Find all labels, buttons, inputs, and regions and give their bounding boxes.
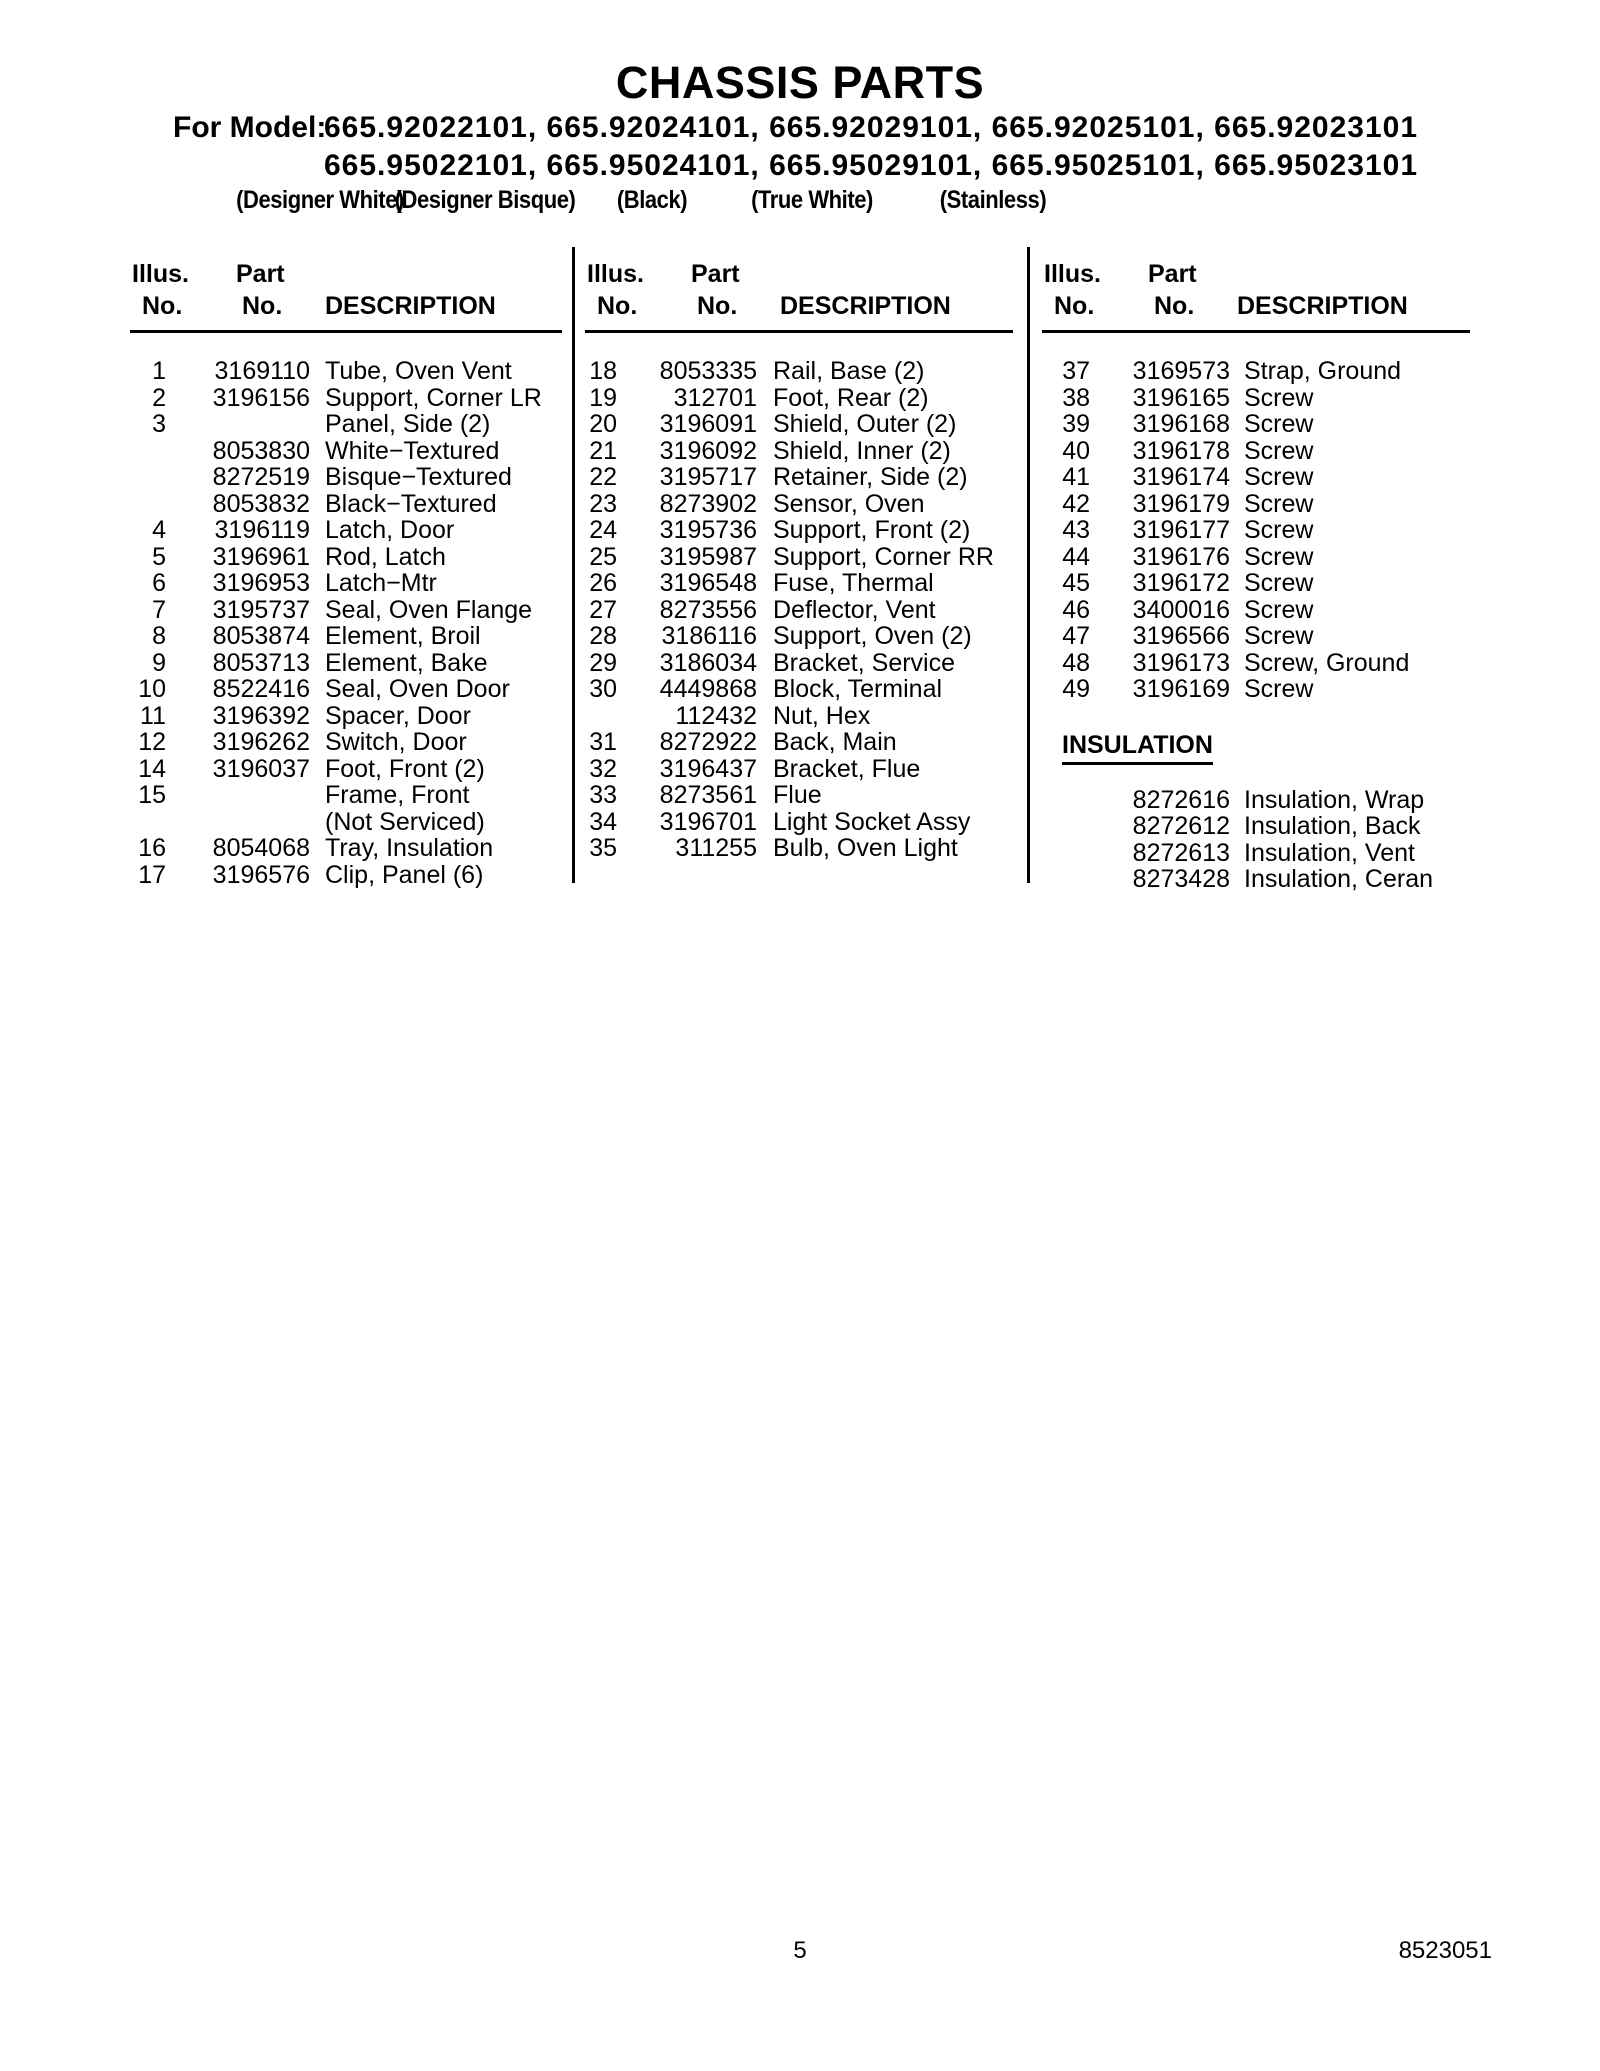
description-cell: Support, Corner RR xyxy=(773,542,994,571)
table-row xyxy=(1042,840,1470,867)
illus-no-cell: 43 xyxy=(1062,516,1090,544)
part-no-cell: 3195737 xyxy=(212,595,310,624)
illus-no-cell: 6 xyxy=(152,569,166,597)
part-no-cell: 3196953 xyxy=(212,569,310,597)
part-no-cell: 3195736 xyxy=(659,516,757,544)
part-no-cell: 112432 xyxy=(675,701,757,730)
illus-no-cell: 40 xyxy=(1062,436,1090,465)
part-no-cell: 3186116 xyxy=(661,622,757,650)
table-row xyxy=(130,623,562,650)
table-row xyxy=(585,517,1013,544)
illus-no-cell: 33 xyxy=(589,781,617,809)
table-row xyxy=(585,544,1013,571)
illus-no-cell xyxy=(1042,840,1090,867)
table-row xyxy=(585,464,1013,491)
part-no-cell: 8054068 xyxy=(212,834,310,862)
illus-no-cell xyxy=(130,438,166,465)
description-cell: Screw xyxy=(1244,542,1314,571)
description-cell: Shield, Outer (2) xyxy=(773,410,957,438)
description-cell: Fuse, Thermal xyxy=(773,569,934,597)
insulation-rows xyxy=(1042,787,1470,893)
column-header-part-no: No. xyxy=(242,292,283,320)
description-cell: Screw xyxy=(1244,595,1314,624)
column-header-part: Part xyxy=(691,260,740,288)
illus-no-cell: 29 xyxy=(589,648,617,677)
column-header-illus-no: No. xyxy=(597,292,638,320)
table-row xyxy=(130,835,562,862)
illus-no-cell: 3 xyxy=(152,410,166,438)
table-row xyxy=(130,358,562,385)
column-header-illus: Illus. xyxy=(1044,260,1101,288)
part-no-cell: 3196576 xyxy=(212,860,310,889)
part-no-cell: 8053874 xyxy=(212,622,310,650)
description-cell: Flue xyxy=(773,781,822,809)
description-cell: Rod, Latch xyxy=(325,542,446,571)
table-row xyxy=(130,756,562,783)
description-cell: Screw xyxy=(1244,516,1314,544)
part-no-cell: 3196174 xyxy=(1132,463,1230,491)
table-row xyxy=(585,835,1013,862)
illus-no-cell xyxy=(130,809,166,836)
part-no-cell: 3196168 xyxy=(1132,410,1230,438)
illus-no-cell xyxy=(585,703,617,730)
parts-table-column-3 xyxy=(1042,258,1470,893)
part-no-cell: 8273902 xyxy=(659,489,757,518)
part-no-cell: 8272612 xyxy=(1132,812,1230,840)
illus-no-cell: 45 xyxy=(1062,569,1090,597)
description-cell: White−Textured xyxy=(325,436,500,465)
table-row xyxy=(585,703,1013,730)
table-row xyxy=(130,517,562,544)
description-cell: Screw, Ground xyxy=(1244,648,1410,677)
illus-no-cell: 30 xyxy=(589,675,617,703)
part-no-cell: 3196437 xyxy=(659,754,757,783)
description-cell: Nut, Hex xyxy=(773,701,871,730)
illus-no-cell: 38 xyxy=(1062,383,1090,412)
part-no-cell xyxy=(166,782,310,809)
part-no-cell: 8272616 xyxy=(1132,785,1230,814)
description-cell: Screw xyxy=(1244,383,1314,412)
description-cell: (Not Serviced) xyxy=(325,807,485,836)
part-no-cell: 8522416 xyxy=(212,675,310,703)
description-cell: Back, Main xyxy=(773,728,897,756)
part-no-cell: 3196172 xyxy=(1132,569,1230,597)
column-header-part-no: No. xyxy=(1154,292,1195,320)
table-row xyxy=(130,570,562,597)
illus-no-cell: 2 xyxy=(152,383,166,412)
part-no-cell: 3400016 xyxy=(1132,595,1230,624)
table-row xyxy=(1042,570,1470,597)
description-cell: Bisque−Textured xyxy=(325,463,512,491)
illus-no-cell: 23 xyxy=(589,489,617,518)
illus-no-cell: 44 xyxy=(1062,542,1090,571)
part-no-cell: 3196037 xyxy=(212,754,310,783)
column-header-illus-no: No. xyxy=(142,292,183,320)
illus-no-cell: 24 xyxy=(589,516,617,544)
illus-no-cell: 35 xyxy=(589,834,617,862)
model-numbers-line-2: 665.95022101, 665.95024101, 665.95029101, 665.95025101, 665.95023101 xyxy=(324,149,1419,182)
table-row xyxy=(130,862,562,889)
description-cell: Tray, Insulation xyxy=(325,834,494,862)
finish-label-designer-white: (Designer White) xyxy=(236,186,404,214)
table-row xyxy=(1042,813,1470,840)
description-cell: Frame, Front xyxy=(325,781,470,809)
description-cell: Seal, Oven Door xyxy=(325,675,510,703)
illus-no-cell: 16 xyxy=(138,834,166,862)
table-row xyxy=(585,358,1013,385)
part-no-cell: 3196173 xyxy=(1132,648,1230,677)
illus-no-cell: 34 xyxy=(589,807,617,836)
part-no-cell: 3195717 xyxy=(659,463,757,491)
table-row xyxy=(130,464,562,491)
finish-label-black: (Black) xyxy=(616,186,688,214)
table-row xyxy=(585,756,1013,783)
illus-no-cell: 11 xyxy=(140,701,166,730)
part-no-cell: 3196701 xyxy=(659,807,757,836)
description-cell: Bracket, Flue xyxy=(773,754,921,783)
part-no-cell: 3196091 xyxy=(659,410,757,438)
description-cell: Clip, Panel (6) xyxy=(325,860,484,889)
part-no-cell: 3196566 xyxy=(1132,622,1230,650)
illus-no-cell: 5 xyxy=(152,542,166,571)
illus-no-cell xyxy=(130,491,166,518)
parts-rows xyxy=(585,258,1013,862)
description-cell: Tube, Oven Vent xyxy=(325,357,512,385)
table-row xyxy=(130,809,562,836)
part-no-cell: 311255 xyxy=(675,834,757,862)
description-cell: Insulation, Vent xyxy=(1244,838,1415,867)
part-no-cell: 3196262 xyxy=(212,728,310,756)
table-row xyxy=(585,729,1013,756)
table-row xyxy=(130,438,562,465)
description-cell: Insulation, Back xyxy=(1244,812,1421,840)
insulation-section-heading: INSULATION xyxy=(1062,731,1213,765)
table-row xyxy=(1042,517,1470,544)
part-no-cell: 3195987 xyxy=(659,542,757,571)
description-cell: Bulb, Oven Light xyxy=(773,834,958,862)
part-no-cell: 8272613 xyxy=(1132,838,1230,867)
table-row xyxy=(1042,464,1470,491)
description-cell: Switch, Door xyxy=(325,728,467,756)
description-cell: Support, Corner LR xyxy=(325,383,542,412)
part-no-cell xyxy=(166,809,310,836)
table-row xyxy=(130,782,562,809)
table-row xyxy=(1042,676,1470,703)
column-divider-right xyxy=(1027,247,1030,883)
illus-no-cell xyxy=(1042,866,1090,893)
table-row xyxy=(585,676,1013,703)
parts-table-column-1 xyxy=(130,258,562,888)
part-no-cell: 8273428 xyxy=(1132,865,1230,893)
column-header-illus: Illus. xyxy=(132,260,189,288)
table-row xyxy=(1042,491,1470,518)
description-cell: Spacer, Door xyxy=(325,701,471,730)
header-rule xyxy=(585,330,1013,333)
column-header-description: DESCRIPTION xyxy=(325,292,496,320)
part-no-cell: 3169573 xyxy=(1132,357,1230,385)
description-cell: Sensor, Oven xyxy=(773,489,925,518)
table-row xyxy=(130,491,562,518)
illus-no-cell: 41 xyxy=(1062,463,1090,491)
part-no-cell: 8053335 xyxy=(659,357,757,385)
table-row xyxy=(130,650,562,677)
table-row xyxy=(585,385,1013,412)
table-row xyxy=(1042,411,1470,438)
description-cell: Screw xyxy=(1244,436,1314,465)
for-model-label: For Model: xyxy=(173,111,327,144)
table-row xyxy=(130,544,562,571)
part-no-cell: 3196177 xyxy=(1132,516,1230,544)
illus-no-cell: 37 xyxy=(1062,357,1090,385)
illus-no-cell: 4 xyxy=(152,516,166,544)
part-no-cell: 3196548 xyxy=(659,569,757,597)
illus-no-cell: 14 xyxy=(138,754,166,783)
table-row xyxy=(1042,597,1470,624)
illus-no-cell: 1 xyxy=(152,357,166,385)
description-cell: Support, Oven (2) xyxy=(773,622,972,650)
part-no-cell: 8272922 xyxy=(659,728,757,756)
description-cell: Insulation, Wrap xyxy=(1244,785,1425,814)
column-header-description: DESCRIPTION xyxy=(780,292,951,320)
description-cell: Black−Textured xyxy=(325,489,497,518)
table-row xyxy=(585,623,1013,650)
finish-label-true-white: (True White) xyxy=(751,186,873,214)
table-row xyxy=(1042,623,1470,650)
description-cell: Shield, Inner (2) xyxy=(773,436,951,465)
column-header-illus-no: No. xyxy=(1054,292,1095,320)
illus-no-cell xyxy=(1042,813,1090,840)
column-header-part: Part xyxy=(1148,260,1197,288)
description-cell: Screw xyxy=(1244,463,1314,491)
illus-no-cell: 32 xyxy=(589,754,617,783)
illus-no-cell: 12 xyxy=(138,728,166,756)
header-rule xyxy=(130,330,562,333)
description-cell: Bracket, Service xyxy=(773,648,956,677)
parts-rows xyxy=(130,258,562,888)
part-no-cell: 4449868 xyxy=(659,675,757,703)
table-row xyxy=(585,438,1013,465)
illus-no-cell: 47 xyxy=(1062,622,1090,650)
header-rule xyxy=(1042,330,1470,333)
illus-no-cell: 19 xyxy=(589,383,617,412)
description-cell: Light Socket Assy xyxy=(773,807,971,836)
column-header-part-no: No. xyxy=(697,292,738,320)
part-no-cell: 3196092 xyxy=(659,436,757,465)
table-row xyxy=(1042,438,1470,465)
part-no-cell: 3186034 xyxy=(659,648,757,677)
table-row xyxy=(1042,544,1470,571)
parts-rows xyxy=(1042,258,1470,703)
description-cell: Block, Terminal xyxy=(773,675,943,703)
illus-no-cell: 7 xyxy=(152,595,166,624)
table-row xyxy=(1042,385,1470,412)
table-row xyxy=(585,597,1013,624)
description-cell: Foot, Front (2) xyxy=(325,754,485,783)
illus-no-cell xyxy=(1042,787,1090,814)
illus-no-cell: 28 xyxy=(589,622,617,650)
illus-no-cell: 15 xyxy=(138,781,166,809)
part-no-cell: 3196119 xyxy=(214,516,310,544)
illus-no-cell: 26 xyxy=(589,569,617,597)
part-no-cell: 3196169 xyxy=(1132,675,1230,703)
illus-no-cell: 27 xyxy=(589,595,617,624)
illus-no-cell: 9 xyxy=(152,648,166,677)
description-cell: Latch, Door xyxy=(325,516,455,544)
doc-number: 8523051 xyxy=(1398,1937,1492,1964)
illus-no-cell: 18 xyxy=(589,357,617,385)
table-row xyxy=(130,385,562,412)
part-no-cell: 3196156 xyxy=(212,383,310,412)
part-no-cell: 8053713 xyxy=(212,648,310,677)
description-cell: Strap, Ground xyxy=(1244,357,1402,385)
description-cell: Screw xyxy=(1244,622,1314,650)
description-cell: Screw xyxy=(1244,489,1314,518)
illus-no-cell: 48 xyxy=(1062,648,1090,677)
illus-no-cell: 21 xyxy=(589,436,617,465)
illus-no-cell: 39 xyxy=(1062,410,1090,438)
description-cell: Latch−Mtr xyxy=(325,569,437,597)
part-no-cell: 3196961 xyxy=(212,542,310,571)
illus-no-cell: 42 xyxy=(1062,489,1090,518)
table-row xyxy=(1042,358,1470,385)
illus-no-cell: 25 xyxy=(589,542,617,571)
description-cell: Screw xyxy=(1244,410,1314,438)
column-header-part: Part xyxy=(236,260,285,288)
part-no-cell: 8273561 xyxy=(659,781,757,809)
finish-label-stainless: (Stainless) xyxy=(939,186,1047,214)
table-row xyxy=(585,411,1013,438)
illus-no-cell: 46 xyxy=(1062,595,1090,624)
illus-no-cell: 20 xyxy=(589,410,617,438)
table-row xyxy=(130,703,562,730)
illus-no-cell: 8 xyxy=(152,622,166,650)
table-row xyxy=(130,676,562,703)
column-header-description: DESCRIPTION xyxy=(1237,292,1408,320)
table-row xyxy=(1042,650,1470,677)
description-cell: Rail, Base (2) xyxy=(773,357,925,385)
column-divider-left xyxy=(572,247,575,883)
illus-no-cell: 49 xyxy=(1062,675,1090,703)
part-no-cell xyxy=(166,411,310,438)
illus-no-cell: 22 xyxy=(589,463,617,491)
description-cell: Foot, Rear (2) xyxy=(773,383,929,412)
model-numbers-line-1: 665.92022101, 665.92024101, 665.92029101, 665.92025101, 665.92023101 xyxy=(324,111,1419,144)
part-no-cell: 8272519 xyxy=(212,463,310,491)
finish-label-designer-bisque: (Designer Bisque) xyxy=(394,186,576,214)
part-no-cell: 3196176 xyxy=(1132,542,1230,571)
table-row xyxy=(585,650,1013,677)
page-title: CHASSIS PARTS xyxy=(615,57,985,108)
table-row xyxy=(1042,787,1470,814)
table-row xyxy=(1042,866,1470,893)
table-row xyxy=(585,782,1013,809)
table-row xyxy=(585,491,1013,518)
part-no-cell: 8053830 xyxy=(212,436,310,465)
part-no-cell: 312701 xyxy=(673,383,757,412)
illus-no-cell: 31 xyxy=(589,728,617,756)
description-cell: Screw xyxy=(1244,675,1314,703)
illus-no-cell: 17 xyxy=(138,860,166,889)
description-cell: Element, Broil xyxy=(325,622,481,650)
description-cell: Panel, Side (2) xyxy=(325,410,491,438)
table-row xyxy=(130,729,562,756)
description-cell: Screw xyxy=(1244,569,1314,597)
part-no-cell: 3196165 xyxy=(1132,383,1230,412)
description-cell: Support, Front (2) xyxy=(773,516,971,544)
part-no-cell: 3169110 xyxy=(214,357,310,385)
parts-table-column-2 xyxy=(585,258,1013,862)
illus-no-cell xyxy=(130,464,166,491)
part-no-cell: 3196392 xyxy=(212,701,310,730)
description-cell: Seal, Oven Flange xyxy=(325,595,533,624)
description-cell: Element, Bake xyxy=(325,648,488,677)
table-row xyxy=(585,809,1013,836)
part-no-cell: 8053832 xyxy=(212,489,310,518)
description-cell: Retainer, Side (2) xyxy=(773,463,968,491)
part-no-cell: 8273556 xyxy=(659,595,757,624)
description-cell: Insulation, Ceran xyxy=(1244,865,1434,893)
table-row xyxy=(585,570,1013,597)
page-number: 5 xyxy=(793,1937,807,1964)
table-row xyxy=(130,411,562,438)
column-header-illus: Illus. xyxy=(587,260,644,288)
table-row xyxy=(130,597,562,624)
description-cell: Deflector, Vent xyxy=(773,595,936,624)
part-no-cell: 3196179 xyxy=(1132,489,1230,518)
illus-no-cell: 10 xyxy=(138,675,166,703)
part-no-cell: 3196178 xyxy=(1132,436,1230,465)
